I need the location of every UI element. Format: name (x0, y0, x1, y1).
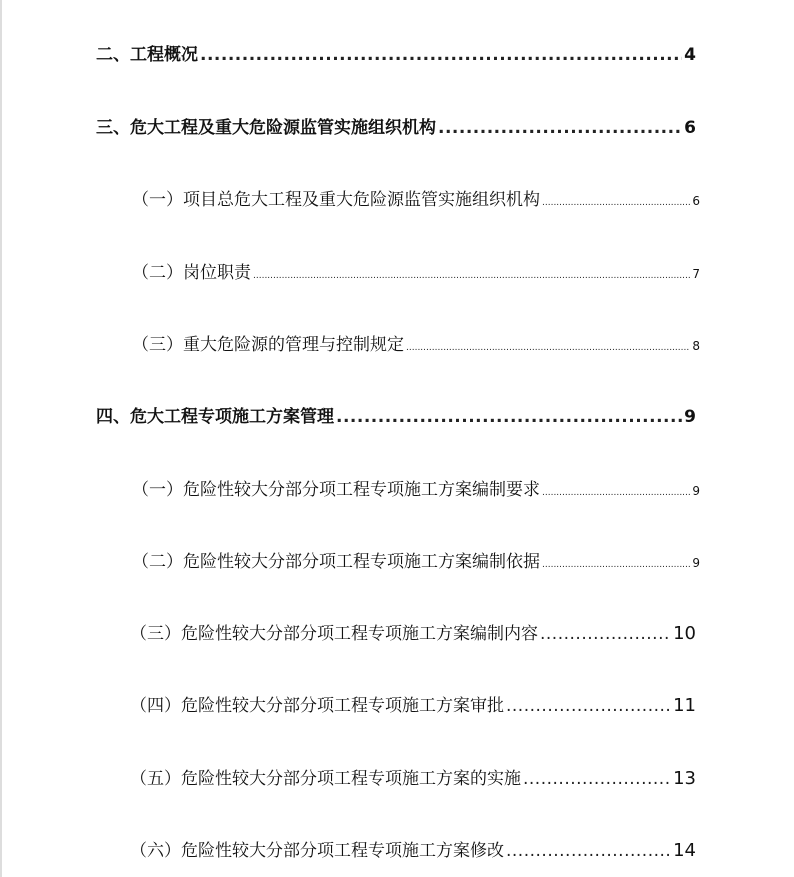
toc-entry-title: （三）重大危险源的管理与控制规定 (132, 335, 404, 355)
toc-entry-section-3-2[interactable] (132, 258, 700, 283)
toc-entry-page-number: 11 (673, 695, 696, 716)
dot-leader (542, 488, 690, 498)
toc-entry-section-4-2[interactable] (132, 547, 700, 572)
toc-entry-page-number: 14 (673, 840, 696, 861)
dot-leader (506, 841, 671, 861)
toc-entry-page-number: 6 (692, 194, 700, 208)
toc-entry-section-4-1[interactable] (132, 475, 700, 500)
toc-entry-section-4-5[interactable] (130, 764, 696, 789)
toc-entry-page-number: 13 (673, 768, 696, 789)
toc-entry-section-2[interactable] (96, 40, 696, 65)
toc-entry-page-number: 9 (692, 484, 700, 498)
dot-leader (542, 560, 690, 570)
toc-entry-page-number: 8 (692, 339, 700, 353)
dot-leader (253, 271, 690, 281)
dot-leader (523, 769, 671, 789)
dot-leader (200, 45, 682, 65)
toc-entry-page-number: 6 (684, 118, 696, 138)
toc-entry-page-number: 4 (684, 45, 696, 65)
toc-entry-page-number: 7 (692, 267, 700, 281)
toc-entry-section-4-6[interactable] (130, 836, 696, 861)
toc-entry-section-3[interactable] (96, 113, 696, 138)
toc-entry-page-number: 9 (684, 407, 696, 427)
toc-entry-section-4[interactable] (96, 402, 696, 427)
toc-entry-title: （四）危险性较大分部分项工程专项施工方案审批 (130, 696, 504, 716)
toc-entry-section-4-4[interactable] (130, 691, 696, 716)
toc-entry-page-number: 10 (673, 623, 696, 644)
dot-leader (542, 198, 690, 208)
toc-entry-title: 四、危大工程专项施工方案管理 (96, 407, 334, 427)
toc-entry-title: （二）岗位职责 (132, 263, 251, 283)
toc-entry-title: （三）危险性较大分部分项工程专项施工方案编制内容 (130, 624, 538, 644)
dot-leader (540, 624, 671, 644)
toc-entry-title: （六）危险性较大分部分项工程专项施工方案修改 (130, 841, 504, 861)
dot-leader (438, 118, 682, 138)
page-left-border (0, 0, 2, 877)
toc-entry-section-4-3[interactable] (130, 619, 696, 644)
dot-leader (506, 696, 671, 716)
toc-entry-title: 二、工程概况 (96, 45, 198, 65)
toc-entry-title: 三、危大工程及重大危险源监管实施组织机构 (96, 118, 436, 138)
toc-entry-section-3-3[interactable] (132, 330, 700, 355)
toc-entry-page-number: 9 (692, 556, 700, 570)
toc-entry-title: （五）危险性较大分部分项工程专项施工方案的实施 (130, 769, 521, 789)
toc-entry-title: （一）项目总危大工程及重大危险源监管实施组织机构 (132, 190, 540, 210)
toc-entry-title: （二）危险性较大分部分项工程专项施工方案编制依据 (132, 552, 540, 572)
toc-entry-title: （一）危险性较大分部分项工程专项施工方案编制要求 (132, 480, 540, 500)
dot-leader (336, 407, 682, 427)
dot-leader (406, 343, 690, 353)
toc-entry-section-3-1[interactable] (132, 185, 700, 210)
